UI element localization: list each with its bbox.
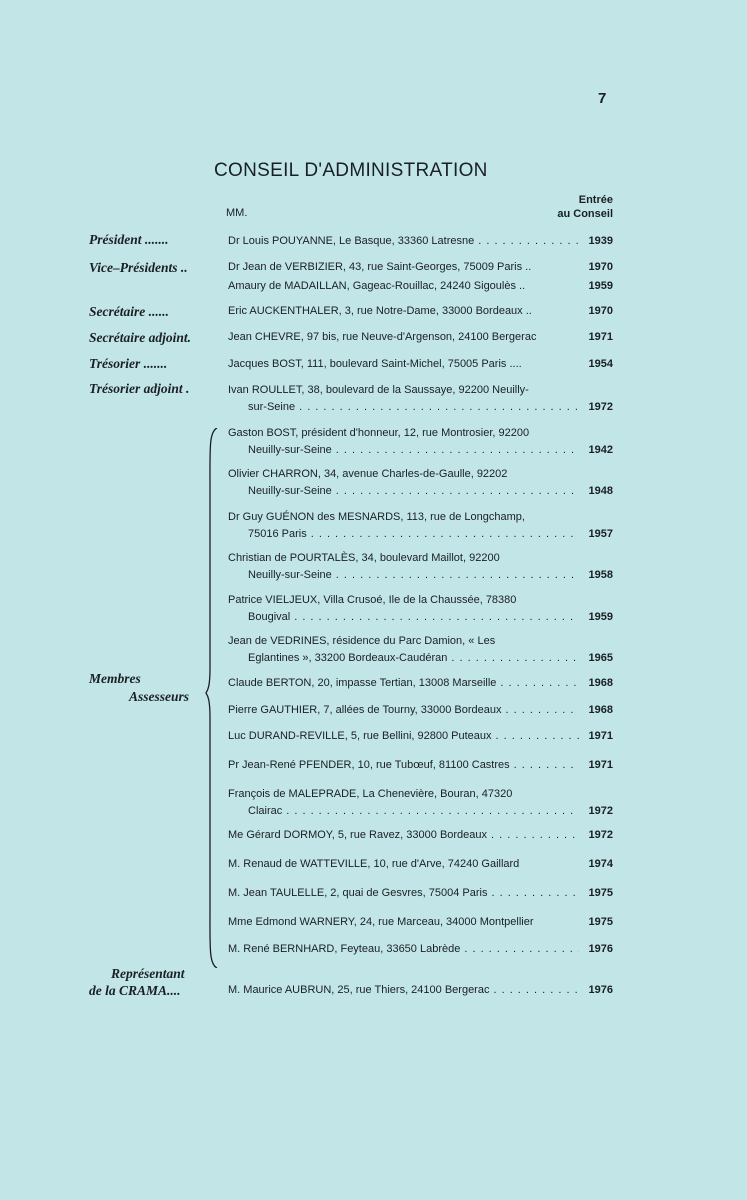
member-address-line: Mme Edmond WARNERY, 24, rue Marceau, 34000 Montpellier — [228, 916, 534, 928]
member-entry — [228, 786, 613, 820]
entry-year: 1971 — [588, 331, 613, 343]
entry-date-header — [557, 193, 613, 221]
member-address-line: Eglantines », 33200 Bordeaux-Caudéran — [248, 652, 448, 664]
leader-dots — [336, 567, 579, 584]
entry-year: 1971 — [588, 759, 613, 771]
role-assesseurs: Assesseurs — [129, 689, 190, 704]
role-secretaire-adjoint: Secrétaire adjoint. — [89, 330, 191, 345]
leader-dots — [336, 442, 579, 459]
leader-dots — [451, 650, 579, 667]
entry-year: 1975 — [588, 916, 613, 928]
member-address-line: Jean de VEDRINES, résidence du Parc Damion, « Les — [228, 635, 496, 647]
member-entry — [228, 914, 613, 931]
entry-year: 1971 — [588, 730, 613, 742]
leader-dots — [491, 827, 579, 844]
entry-year: 1942 — [588, 444, 613, 456]
entry-year: 1970 — [588, 305, 613, 317]
member-address-line: Dr Louis POUYANNE, Le Basque, 33360 Latresne — [228, 235, 475, 247]
entry-year: 1948 — [588, 485, 613, 497]
member-address-line: Amaury de MADAILLAN, Gageac-Rouillac, 24240 Sigoulès .. — [228, 280, 526, 292]
role-tresorier-adjoint: Trésorier adjoint . — [89, 381, 190, 396]
entry-year: 1968 — [588, 677, 613, 689]
leader-dots — [311, 526, 579, 543]
entry-year: 1970 — [588, 261, 613, 273]
member-entry — [228, 425, 613, 459]
member-entry — [228, 278, 613, 295]
page-number: 7 — [598, 90, 607, 107]
member-address-line: 75016 Paris — [248, 528, 307, 540]
entry-year: 1972 — [588, 401, 613, 413]
member-address-line: Patrice VIELJEUX, Villa Crusoé, Ile de la Chaussée, 78380 — [228, 594, 517, 606]
leader-dots — [336, 483, 579, 500]
leader-dots — [500, 675, 579, 692]
member-address-line: Dr Jean de VERBIZIER, 43, rue Saint-Georges, 75009 Paris .. — [228, 261, 532, 273]
member-entry — [228, 885, 613, 902]
entry-year: 1965 — [588, 652, 613, 664]
member-entry — [228, 550, 613, 584]
member-address-line: M. René BERNHARD, Feyteau, 33650 Labrède — [228, 943, 461, 955]
member-entry — [228, 757, 613, 774]
entry-year: 1957 — [588, 528, 613, 540]
leader-dots — [286, 803, 579, 820]
member-address-line: Neuilly-sur-Seine — [248, 444, 332, 456]
member-address-line: Clairac — [248, 805, 283, 817]
member-address-line: Jean CHEVRE, 97 bis, rue Neuve-d'Argenson, 24100 Bergerac — [228, 331, 537, 343]
member-entry — [228, 382, 613, 416]
member-address-line: Pr Jean-René PFENDER, 10, rue Tubœuf, 81100 Castres — [228, 759, 510, 771]
header-line-1: Entrée — [578, 194, 613, 206]
member-entry — [228, 941, 613, 958]
member-entry — [228, 827, 613, 844]
entry-year: 1975 — [588, 887, 613, 899]
leader-dots — [299, 399, 579, 416]
leader-dots — [496, 728, 579, 745]
member-entry — [228, 509, 613, 543]
member-entry — [228, 233, 613, 250]
member-address-line: Bougival — [248, 611, 291, 623]
role-de-la-crama: de la CRAMA.... — [89, 983, 181, 998]
role-tresorier: Trésorier ....... — [89, 356, 168, 371]
member-address-line: Me Gérard DORMOY, 5, rue Ravez, 33000 Bordeaux — [228, 829, 488, 841]
member-entry — [228, 702, 613, 719]
member-entry — [228, 356, 613, 373]
entry-year: 1958 — [588, 569, 613, 581]
member-address-line: Luc DURAND-REVILLE, 5, rue Bellini, 92800 Puteaux — [228, 730, 492, 742]
entry-year: 1974 — [588, 858, 613, 870]
entry-year: 1976 — [588, 943, 613, 955]
member-entry — [228, 592, 613, 626]
member-address-line: Ivan ROULLET, 38, boulevard de la Saussaye, 92200 Neuilly- — [228, 384, 529, 396]
entry-year: 1954 — [588, 358, 613, 370]
role-president: Président ....... — [89, 232, 169, 247]
entry-year: 1968 — [588, 704, 613, 716]
member-address-line: Gaston BOST, président d'honneur, 12, rue Montrosier, 92200 — [228, 427, 530, 439]
role-representant: Représentant — [111, 966, 185, 981]
page-title: CONSEIL D'ADMINISTRATION — [214, 160, 488, 181]
member-address-line: Jacques BOST, 111, boulevard Saint-Michel, 75005 Paris .... — [228, 358, 522, 370]
leader-dots — [493, 982, 579, 999]
member-address-line: Pierre GAUTHIER, 7, allées de Tourny, 33000 Bordeaux — [228, 704, 502, 716]
member-entry — [228, 259, 613, 276]
member-address-line: Claude BERTON, 20, impasse Tertian, 13008 Marseille — [228, 677, 497, 689]
role-vice-presidents: Vice–Présidents .. — [89, 260, 188, 275]
leader-dots — [464, 941, 579, 958]
role-secretaire: Secrétaire ...... — [89, 304, 169, 319]
leader-dots — [478, 233, 579, 250]
role-membres: Membres — [89, 671, 141, 686]
member-entry — [228, 466, 613, 500]
member-address-line: M. Jean TAULELLE, 2, quai de Gesvres, 75004 Paris — [228, 887, 488, 899]
member-entry — [228, 633, 613, 667]
member-address-line: Olivier CHARRON, 34, avenue Charles-de-Gaulle, 92202 — [228, 468, 508, 480]
member-address-line: sur-Seine — [248, 401, 296, 413]
entry-year: 1959 — [588, 280, 613, 292]
member-address-line: Neuilly-sur-Seine — [248, 569, 332, 581]
member-entry — [228, 728, 613, 745]
entry-year: 1972 — [588, 805, 613, 817]
leader-dots — [514, 757, 579, 774]
member-address-line: Neuilly-sur-Seine — [248, 485, 332, 497]
member-address-line: M. Maurice AUBRUN, 25, rue Thiers, 24100 Bergerac — [228, 984, 490, 996]
leader-dots — [506, 702, 579, 719]
leader-dots — [491, 885, 579, 902]
member-address-line: François de MALEPRADE, La Chenevière, Bouran, 47320 — [228, 788, 513, 800]
member-entry — [228, 982, 613, 999]
member-entry — [228, 856, 613, 873]
member-address-line: Eric AUCKENTHALER, 3, rue Notre-Dame, 33000 Bordeaux .. — [228, 305, 532, 317]
leader-dots — [294, 609, 579, 626]
member-address-line: Christian de POURTALÈS, 34, boulevard Maillot, 92200 — [228, 552, 500, 564]
entry-year: 1976 — [588, 984, 613, 996]
member-address-line: Dr Guy GUÉNON des MESNARDS, 113, rue de Longchamp, — [228, 511, 525, 523]
brace-assesseurs — [205, 428, 219, 968]
member-entry — [228, 675, 613, 692]
entry-year: 1939 — [588, 235, 613, 247]
entry-year: 1959 — [588, 611, 613, 623]
mm-label: MM. — [226, 207, 248, 219]
member-address-line: M. Renaud de WATTEVILLE, 10, rue d'Arve, 74240 Gaillard — [228, 858, 520, 870]
entry-year: 1972 — [588, 829, 613, 841]
member-entry — [228, 329, 613, 346]
header-line-2: au Conseil — [557, 208, 613, 220]
member-entry — [228, 303, 613, 320]
